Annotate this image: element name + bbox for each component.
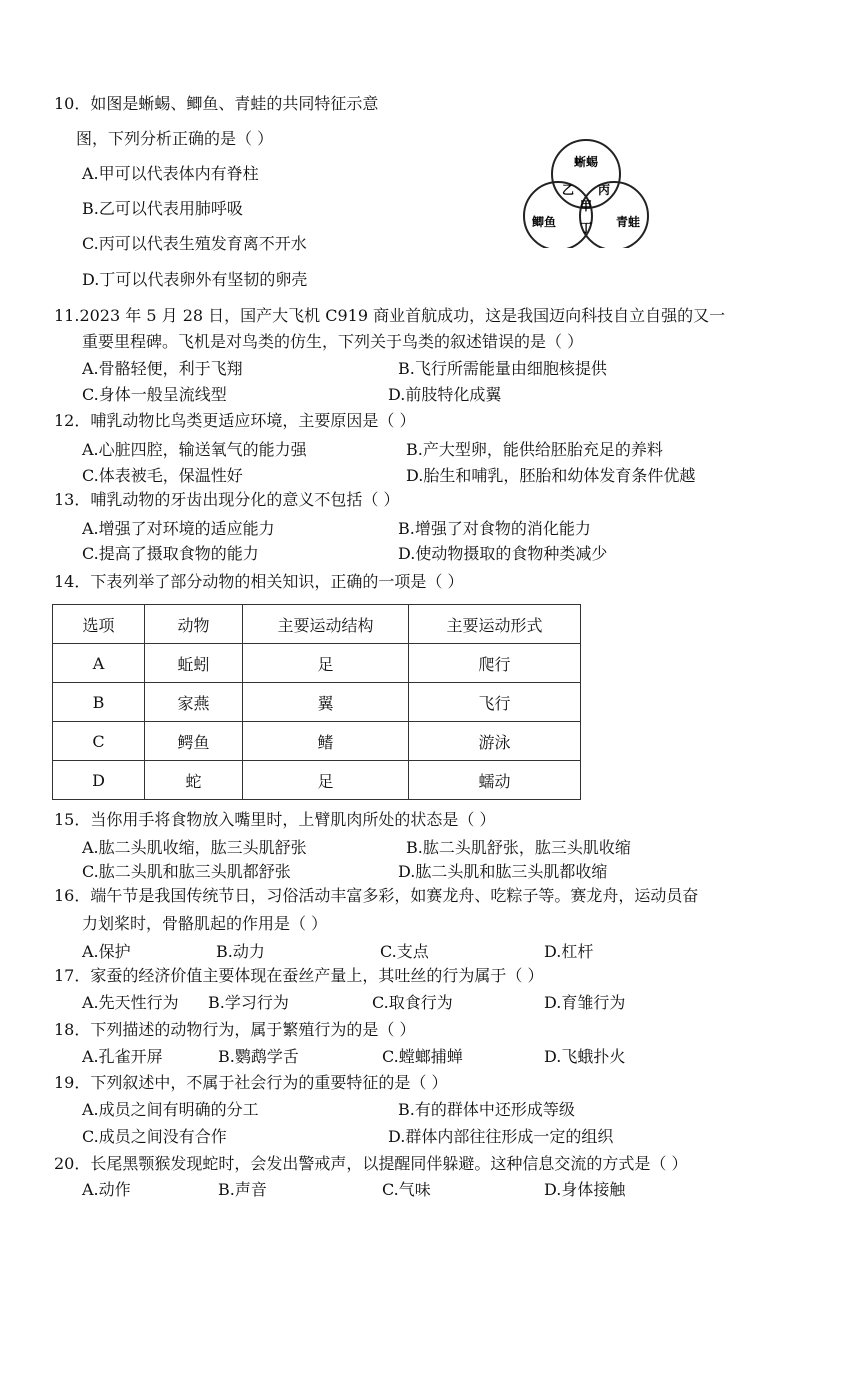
table-row	[53, 722, 581, 761]
q14-stem: 14．下表列举了部分动物的相关知识，正确的一项是（ ）	[54, 572, 464, 591]
q11-option-a: A.骨骼轻便，利于飞翔	[82, 359, 243, 378]
table-cell: 鳄鱼	[145, 722, 243, 761]
q11-option-d: D.前肢特化成翼	[388, 385, 502, 404]
q17-stem: 17．家蚕的经济价值主要体现在蚕丝产量上，其吐丝的行为属于（ ）	[54, 966, 544, 985]
q19-stem: 19．下列叙述中，不属于社会行为的重要特征的是（ ）	[54, 1073, 448, 1092]
q11-stem-line1: 11.2023 年 5 月 28 日，国产大飞机 C919 商业首航成功，这是我国迈向科技自立自强的又一	[54, 306, 726, 325]
table-cell: 蚯蚓	[145, 644, 243, 683]
q12-option-c: C.体表被毛，保温性好	[82, 466, 243, 485]
q15-option-b: B.肱二头肌舒张，肱三头肌收缩	[406, 838, 631, 857]
q12-option-a: A.心脏四腔，输送氧气的能力强	[82, 440, 307, 459]
venn-label-yi: 乙	[561, 183, 575, 197]
venn-diagram	[516, 136, 656, 248]
q11-option-b: B.飞行所需能量由细胞核提供	[398, 359, 607, 378]
q10-option-c: C.丙可以代表生殖发育离不开水	[82, 234, 307, 253]
q17-option-c: C.取食行为	[372, 993, 453, 1012]
q19-option-c: C.成员之间没有合作	[82, 1127, 227, 1146]
table-cell: 足	[243, 761, 409, 800]
q19-option-d: D.群体内部往往形成一定的组织	[388, 1127, 614, 1146]
q11-option-c: C.身体一般呈流线型	[82, 385, 227, 404]
q18-option-a: A.孔雀开屏	[82, 1047, 163, 1066]
venn-label-bing: 丙	[597, 183, 611, 197]
table-header-row	[53, 605, 581, 644]
venn-label-jia: 甲	[579, 199, 593, 213]
animal-movement-table	[52, 604, 581, 800]
q10-option-a: A.甲可以代表体内有脊柱	[82, 164, 259, 183]
q16-option-c: C.支点	[380, 942, 429, 961]
table-cell: 蛇	[145, 761, 243, 800]
table-row	[53, 761, 581, 800]
q19-option-b: B.有的群体中还形成等级	[398, 1100, 575, 1119]
q10-option-d: D.丁可以代表卵外有坚韧的卵壳	[82, 270, 308, 289]
table-row	[53, 683, 581, 722]
q13-option-b: B.增强了对食物的消化能力	[398, 519, 591, 538]
q16-option-b: B.动力	[216, 942, 265, 961]
table-cell: A	[53, 644, 145, 683]
q18-option-b: B.鹦鹉学舌	[218, 1047, 299, 1066]
table-header: 主要运动形式	[409, 605, 581, 644]
table-header: 选项	[53, 605, 145, 644]
q20-option-a: A.动作	[82, 1180, 131, 1199]
table-cell: D	[53, 761, 145, 800]
q15-option-d: D.肱二头肌和肱三头肌都收缩	[398, 862, 608, 881]
table-cell: 爬行	[409, 644, 581, 683]
q10-option-b: B.乙可以代表用肺呼吸	[82, 199, 243, 218]
q18-option-c: C.螳螂捕蝉	[382, 1047, 463, 1066]
q15-option-a: A.肱二头肌收缩，肱三头肌舒张	[82, 838, 307, 857]
venn-label-carp: 鲫鱼	[531, 215, 557, 229]
venn-label-lizard: 蜥蜴	[573, 155, 599, 169]
q18-stem: 18．下列描述的动物行为，属于繁殖行为的是（ ）	[54, 1020, 416, 1039]
venn-label-ding: 丁	[579, 221, 593, 235]
q16-stem-line2: 力划桨时，骨骼肌起的作用是（ ）	[82, 914, 328, 933]
q10-stem-line1: 10．如图是蜥蜴、鲫鱼、青蛙的共同特征示意	[54, 94, 379, 113]
table-row	[53, 644, 581, 683]
q19-option-a: A.成员之间有明确的分工	[82, 1100, 259, 1119]
q15-option-c: C.肱二头肌和肱三头肌都舒张	[82, 862, 291, 881]
q16-stem-line1: 16．端午节是我国传统节日，习俗活动丰富多彩，如赛龙舟、吃粽子等。赛龙舟，运动员奋	[54, 886, 699, 905]
q16-option-d: D.杠杆	[544, 942, 594, 961]
table-cell: 鳍	[243, 722, 409, 761]
table-cell: 翼	[243, 683, 409, 722]
q20-option-d: D.身体接触	[544, 1180, 626, 1199]
table-header: 动物	[145, 605, 243, 644]
q18-option-d: D.飞蛾扑火	[544, 1047, 626, 1066]
q12-stem: 12．哺乳动物比鸟类更适应环境，主要原因是（ ）	[54, 411, 416, 430]
q15-stem: 15．当你用手将食物放入嘴里时，上臂肌肉所处的状态是（ ）	[54, 810, 496, 829]
table-cell: B	[53, 683, 145, 722]
venn-label-frog: 青蛙	[615, 215, 641, 229]
q20-stem: 20．长尾黑颚猴发现蛇时，会发出警戒声，以提醒同伴躲避。这种信息交流的方式是（ ）	[54, 1154, 688, 1173]
table-cell: 飞行	[409, 683, 581, 722]
q17-option-b: B.学习行为	[208, 993, 289, 1012]
table-cell: 足	[243, 644, 409, 683]
q20-option-b: B.声音	[218, 1180, 267, 1199]
table-cell: C	[53, 722, 145, 761]
q13-option-a: A.增强了对环境的适应能力	[82, 519, 275, 538]
q12-option-d: D.胎生和哺乳，胚胎和幼体发育条件优越	[406, 466, 696, 485]
q11-stem-line2: 重要里程碑。飞机是对鸟类的仿生，下列关于鸟类的叙述错误的是（ ）	[82, 332, 584, 351]
table-header: 主要运动结构	[243, 605, 409, 644]
q16-option-a: A.保护	[82, 942, 131, 961]
q20-option-c: C.气味	[382, 1180, 431, 1199]
q13-option-c: C.提高了摄取食物的能力	[82, 544, 259, 563]
q17-option-d: D.育雏行为	[544, 993, 626, 1012]
q17-option-a: A.先天性行为	[82, 993, 179, 1012]
q13-option-d: D.使动物摄取的食物种类减少	[398, 544, 608, 563]
table-cell: 游泳	[409, 722, 581, 761]
q13-stem: 13．哺乳动物的牙齿出现分化的意义不包括（ ）	[54, 490, 400, 509]
table-cell: 蠕动	[409, 761, 581, 800]
table-cell: 家燕	[145, 683, 243, 722]
q10-stem-line2: 图，下列分析正确的是（ ）	[76, 129, 274, 148]
q12-option-b: B.产大型卵，能供给胚胎充足的养料	[406, 440, 663, 459]
